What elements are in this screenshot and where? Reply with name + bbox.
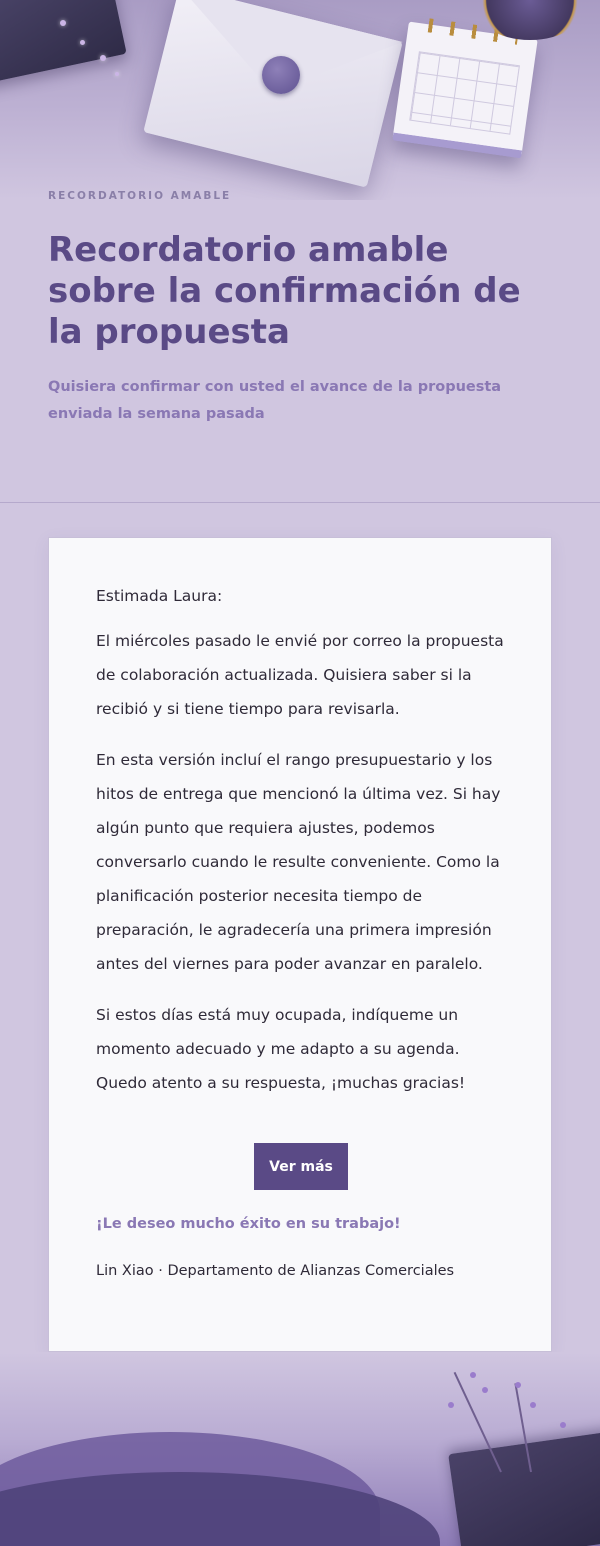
see-more-button[interactable]: Ver más	[254, 1143, 348, 1190]
letter-greeting: Estimada Laura:	[96, 587, 223, 605]
letter-body	[96, 585, 508, 1100]
lavender-bud	[482, 1387, 488, 1393]
signature: Lin Xiao · Departamento de Alianzas Comerciales	[96, 1263, 455, 1279]
letter-paragraph: El miércoles pasado le envié por correo la propuesta de colaboración actualizada. Quisiera saber si la recibió y si tiene tiempo para revisarla.	[96, 632, 504, 718]
letter-paragraph: Si estos días está muy ocupada, indíqueme un momento adecuado y me adapto a su agenda. Quedo atento a su respuesta, ¡muchas gracias!	[96, 1006, 466, 1092]
book-illustration	[0, 0, 127, 85]
flower-decoration	[100, 55, 106, 61]
letter-paragraph: En esta versión incluí el rango presupuestario y los hitos de entrega que mencionó la última vez. Si hay algún punto que requiera ajustes, podemos conversarlo cuando le resulte conveniente. Como la planificación posterior necesita tiempo de preparación, le agradecería una primera impresión antes del viernes para poder avanzar en paralelo.	[96, 751, 501, 973]
lavender-bud	[560, 1422, 566, 1428]
footer-illustration	[0, 1352, 600, 1546]
lavender-bud	[530, 1402, 536, 1408]
header-kicker: RECORDATORIO AMABLE	[48, 190, 232, 202]
letter-card	[48, 537, 552, 1352]
flower-decoration	[115, 72, 119, 76]
flower-decoration	[60, 20, 66, 26]
lavender-bud	[515, 1382, 521, 1388]
page-subtitle: Quisiera confirmar con usted el avance de la propuesta enviada la semana pasada	[48, 379, 502, 422]
envelope-illustration	[143, 0, 402, 188]
header-illustration	[0, 0, 600, 200]
closing-line: ¡Le deseo mucho éxito en su trabajo!	[96, 1216, 401, 1232]
wax-seal-illustration	[262, 56, 300, 94]
section-divider	[0, 502, 600, 503]
page-title: Recordatorio amable sobre la confirmación de la propuesta	[48, 230, 521, 352]
lavender-bud	[448, 1402, 454, 1408]
flower-decoration	[80, 40, 85, 45]
books-illustration	[448, 1431, 600, 1546]
calendar-illustration	[392, 22, 537, 159]
lavender-bud	[470, 1372, 476, 1378]
landscape-wave	[0, 1472, 440, 1546]
